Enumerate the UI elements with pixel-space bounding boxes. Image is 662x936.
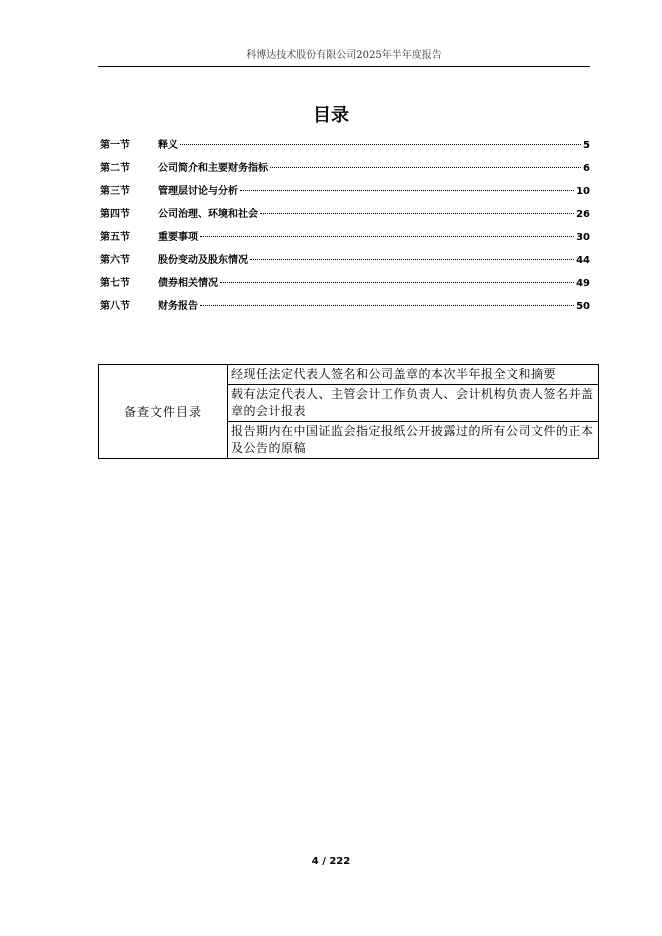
toc-leader-dots — [200, 305, 574, 306]
toc-page-number: 26 — [576, 209, 590, 220]
toc-entry[interactable] — [100, 136, 590, 159]
reference-file-item: 报告期内在中国证监会指定报纸公开披露过的所有公司文件的正本及公告的原稿 — [228, 422, 599, 459]
toc-section-title: 释义 — [158, 140, 178, 151]
toc-section-number: 第五节 — [100, 232, 130, 243]
reference-file-item: 载有法定代表人、主管会计工作负责人、会计机构负责人签名并盖章的会计报表 — [228, 385, 599, 422]
toc-section-number: 第二节 — [100, 163, 130, 174]
toc-entry[interactable] — [100, 182, 590, 205]
toc-page-number: 44 — [576, 255, 590, 266]
toc-leader-dots — [250, 259, 574, 260]
toc-entry[interactable] — [100, 205, 590, 228]
toc-page-number: 49 — [576, 278, 590, 289]
reference-files-label: 备查文件目录 — [99, 365, 228, 459]
toc-section-number: 第一节 — [100, 140, 130, 151]
reference-file-item: 经现任法定代表人签名和公司盖章的本次半年报全文和摘要 — [228, 365, 599, 385]
toc-leader-dots — [200, 236, 574, 237]
toc-section-title: 债券相关情况 — [158, 278, 218, 289]
toc-leader-dots — [260, 213, 574, 214]
toc-page-number: 50 — [576, 301, 590, 312]
reference-files-table — [98, 364, 599, 459]
toc-entry[interactable] — [100, 228, 590, 251]
toc-entry[interactable] — [100, 251, 590, 274]
toc-leader-dots — [240, 190, 574, 191]
toc-section-title: 公司治理、环境和社会 — [158, 209, 258, 220]
toc-entry[interactable] — [100, 159, 590, 182]
table-of-contents — [100, 136, 590, 320]
toc-page-number: 10 — [576, 186, 590, 197]
toc-section-title: 管理层讨论与分析 — [158, 186, 238, 197]
page-number-footer: 4 / 222 — [311, 856, 351, 867]
toc-leader-dots — [220, 282, 574, 283]
toc-page-number: 30 — [576, 232, 590, 243]
toc-section-title: 股份变动及股东情况 — [158, 255, 248, 266]
toc-page-number: 6 — [583, 163, 590, 174]
toc-entry[interactable] — [100, 274, 590, 297]
toc-section-title: 公司简介和主要财务指标 — [158, 163, 268, 174]
toc-section-title: 重要事项 — [158, 232, 198, 243]
toc-entry[interactable] — [100, 297, 590, 320]
toc-page-number: 5 — [583, 140, 590, 151]
page-header: 科博达技术股份有限公司2025年半年度报告 — [98, 46, 590, 67]
toc-section-number: 第八节 — [100, 301, 130, 312]
toc-section-number: 第三节 — [100, 186, 130, 197]
toc-leader-dots — [270, 167, 581, 168]
toc-section-title: 财务报告 — [158, 301, 198, 312]
toc-section-number: 第六节 — [100, 255, 130, 266]
toc-section-number: 第七节 — [100, 278, 130, 289]
page-title: 目录 — [313, 105, 349, 126]
toc-leader-dots — [180, 144, 581, 145]
toc-section-number: 第四节 — [100, 209, 130, 220]
